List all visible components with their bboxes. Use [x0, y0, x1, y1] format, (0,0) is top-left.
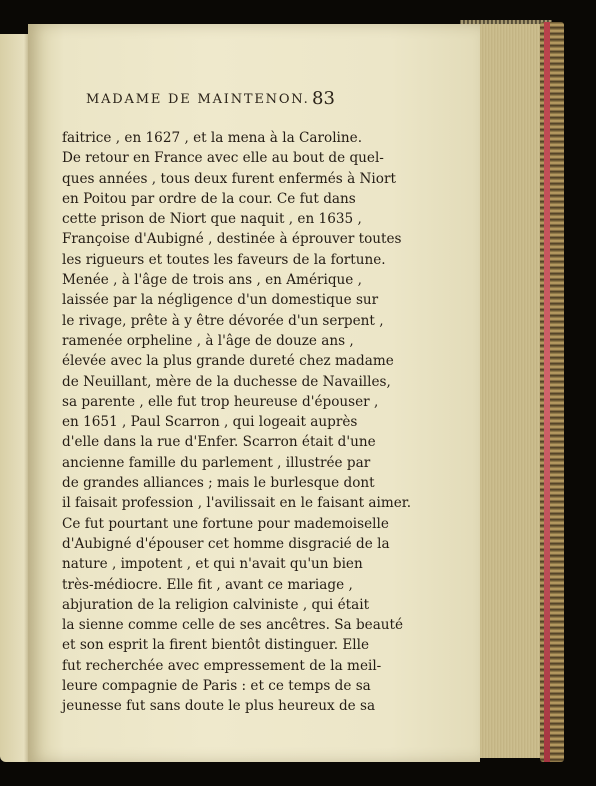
text-line: fut recherchée avec empressement de la meil- — [62, 657, 382, 674]
text-line: Françoise d'Aubigné , destinée à éprouver toutes — [62, 231, 402, 248]
text-line: en 1651 , Paul Scarron , qui logeait auprès — [62, 414, 358, 431]
text-line: ancienne famille du parlement , illustrée par — [62, 454, 371, 471]
running-head: MADAME DE MAINTENON. — [86, 92, 310, 107]
body-text — [62, 128, 412, 717]
text-line: en Poitou par ordre de la cour. Ce fut dans — [62, 190, 356, 207]
text-line: d'elle dans la rue d'Enfer. Scarron était d'une — [62, 434, 376, 451]
text-line: très-médiocre. Elle fit , avant ce mariage , — [62, 576, 353, 593]
text-line: de grandes alliances ; mais le burlesque dont — [62, 475, 375, 492]
text-line: la sienne comme celle de ses ancêtres. Sa beauté — [62, 617, 404, 634]
text-line: ramenée orpheline , à l'âge de douze ans , — [62, 332, 354, 349]
text-line: abjuration de la religion calviniste , qui était — [62, 596, 370, 613]
text-line: Menée , à l'âge de trois ans , en Amérique , — [62, 272, 362, 289]
text-line: de Neuillant, mère de la duchesse de Navailles, — [62, 373, 391, 390]
text-line: faitrice , en 1627 , et la mena à la Caroline. — [62, 130, 363, 146]
book-cover-edge — [540, 22, 564, 762]
text-line: sa parente , elle fut trop heureuse d'épouser , — [62, 393, 379, 410]
text-line: De retour en France avec elle au bout de quel- — [62, 150, 384, 167]
red-edge-band — [544, 22, 550, 762]
text-line: leure compagnie de Paris : et ce temps de sa — [62, 678, 371, 695]
text-line: laissée par la négligence d'un domestique sur — [62, 292, 379, 309]
text-line: d'Aubigné d'épouser cet homme disgracié de la — [62, 535, 390, 552]
text-line: le rivage, prête à y être dévorée d'un serpent , — [62, 312, 384, 329]
page-number: 83 — [312, 88, 335, 109]
text-line: élevée avec la plus grande dureté chez madame — [62, 353, 394, 370]
text-line: nature , impotent , et qui n'avait qu'un bien — [62, 556, 363, 573]
text-line: il faisait profession , l'avilissait en le faisant aimer. — [62, 495, 412, 512]
text-line: ques années , tous deux furent enfermés à Niort — [62, 170, 396, 187]
text-line: et son esprit la firent bientôt distinguer. Elle — [62, 637, 370, 654]
text-line: les rigueurs et toutes les faveurs de la fortune. — [62, 251, 386, 268]
text-line: jeunesse fut sans doute le plus heureux de sa — [62, 698, 376, 715]
text-line: Ce fut pourtant une fortune pour mademoiselle — [62, 515, 389, 532]
text-line: cette prison de Niort que naquit , en 1635 , — [62, 211, 362, 228]
